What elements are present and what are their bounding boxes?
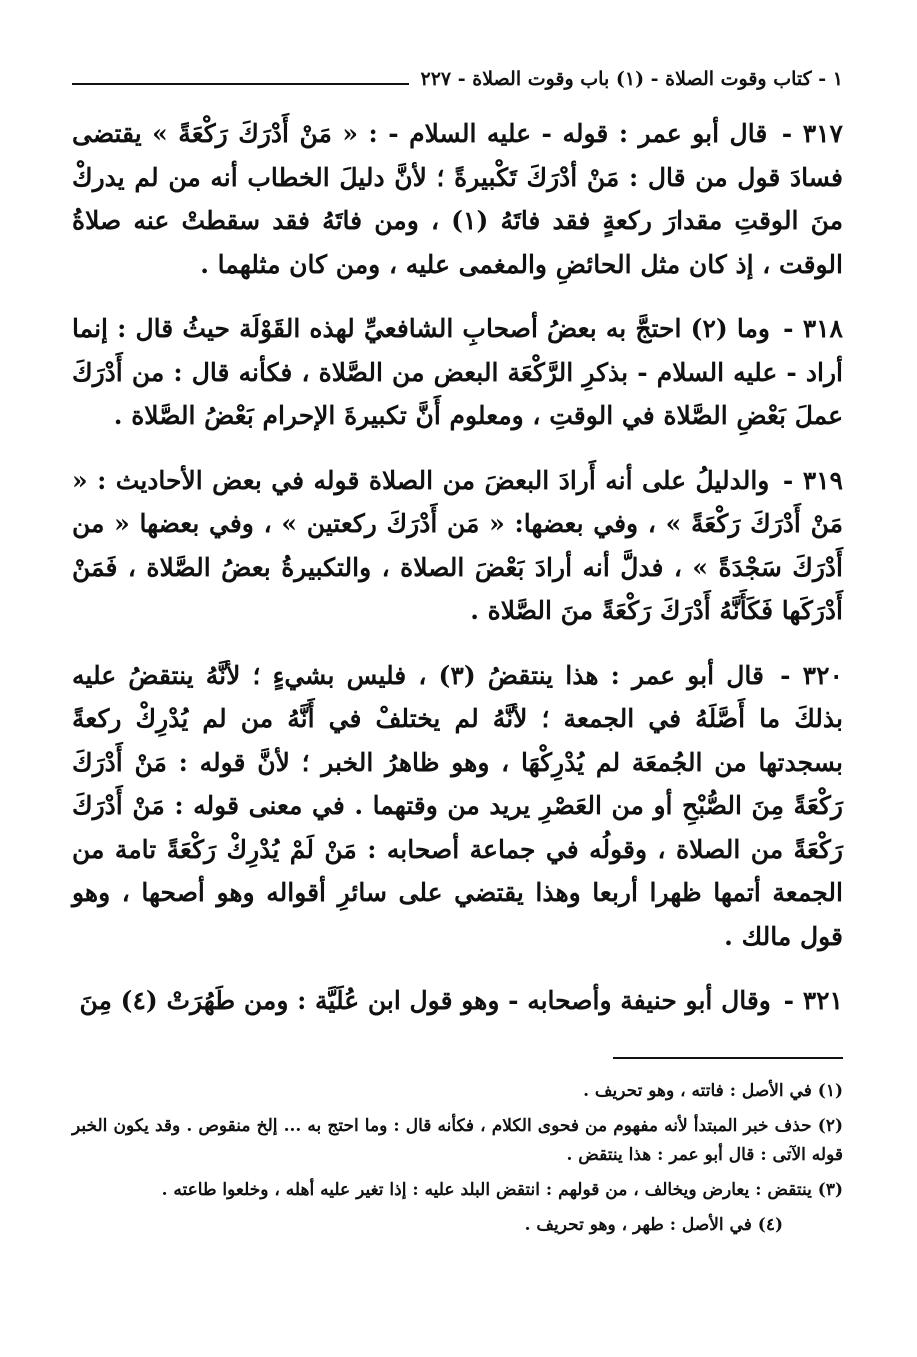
footnote-2: (٢) حذف خبر المبتدأ لأنه مفهوم من فحوى الكلام ، فكأنه قال : وما احتج به ... إلخ منقوص . وقد يكون الخبر قوله الآتى : قال أبو عمر : هذا ينتقض .: [72, 1115, 843, 1165]
footnote-1: (١) في الأصل : فاتته ، وهو تحريف .: [583, 1080, 843, 1101]
paragraph-number: ٣١٩ -: [782, 465, 843, 495]
header-rule: [72, 83, 409, 85]
paragraph-number: ٣٢٠ -: [780, 660, 843, 690]
paragraph-318: [72, 307, 843, 438]
footnote-3: (٣) ينتقض : يعارض ويخالف ، من قولهم : انتقض البلد عليه : إذا تغير عليه أهله ، وخلعوا طاعته .: [161, 1179, 843, 1200]
paragraph-text: قال أبو عمر : هذا ينتقضُ (٣) ، فليس بشيءٍ ؛ لأنَّهُ ينتقضُ عليه بذلكَ ما أَصَّلَهُ في الجمعة ؛ لأنَّهُ لم يختلفْ في أَنَّهُ من لم يُدْرِكْ ركعةً بسجدتها من الجُمعَة لم يُدْرِكْهَا ، وهو ظاهرُ الخبر ؛ لأنَّ قوله : مَنْ أَدْرَكَ رَكْعَةً مِنَ الصُّبْحِ أو من العَصْرِ يريد من وقتهما . في معنى قوله : مَنْ أَدْرَكَ رَكْعَةً من الصلاة ، وقولُه في جماعة أصحابه : مَنْ لَمْ يُدْرِكْ رَكْعَةً تامة من الجمعة أتمها ظهرا أربعا وهذا يقتضي على سائرِ أقواله وهو أصحها ، وهو قول مالك .: [72, 660, 843, 951]
paragraph-text: وما (٢) احتجَّ به بعضُ أصحابِ الشافعيِّ لهذه القَوْلَة حيثُ قال : إنما أراد - عليه السلام - بذكرِ الرَّكْعَة البعض من الصَّلاة ، فكأنه قال : من أَدْرَكَ عملَ بَعْضِ الصَّلاة في الوقتِ ، ومعلوم أَنَّ تكبيرةَ الإحرام بَعْضُ الصَّلاة .: [72, 314, 843, 430]
footnote-4-row: [72, 1211, 843, 1240]
paragraph-319: [72, 459, 843, 633]
paragraph-320: [72, 654, 843, 959]
footnotes: [72, 1077, 843, 1240]
header-text: ١ - كتاب وقوت الصلاة - (١) باب وقوت الصلاة - ٢٢٧: [420, 68, 843, 90]
paragraph-text: وقال أبو حنيفة وأصحابه - وهو قول ابن عُلَيَّة : ومن طَهُرَتْ (٤) مِنَ: [79, 986, 771, 1015]
paragraph-321: [72, 979, 843, 1023]
footnote-4: (٤) في الأصل : طهر ، وهو تحريف .: [524, 1214, 783, 1235]
paragraph-text: والدليلُ على أنه أَرادَ البعضَ من الصلاة قوله في بعض الأحاديث : « مَنْ أَدْرَكَ رَكْعَةً » ، وفي بعضها: « مَن أَدْرَكَ ركعتين » ، وفي بعضها « من أَدْرَكَ سَجْدَةً » ، فدلَّ أنه أرادَ بَعْضَ الصلاة ، والتكبيرةُ بعضُ الصَّلاة ، فَمَنْ أَدْرَكَها فَكَأَنَّهُ أَدْرَكَ رَكْعَةً منَ الصَّلاة .: [72, 465, 843, 625]
paragraph-number: ٣١٨ -: [783, 314, 843, 343]
paragraph-number: ٣١٧ -: [781, 119, 843, 148]
paragraph-317: [72, 112, 843, 286]
paragraph-text: قال أبو عمر : قوله - عليه السلام - : « مَنْ أَدْرَكَ رَكْعَةً » يقتضى فسادَ قول من قال : مَنْ أدْرَكَ تَكْبيرةً ؛ لأنَّ دليلَ الخطاب أنه من لم يدركْ منَ الوقتِ مقدارَ ركعةٍ فقد فاتَهُ (١) ، ومن فاتَهُ فقد سقطتْ عنه صلاةُ الوقت ، إذ كان مثل الحائضِ والمغمى عليه ، ومن كان مثلهما .: [72, 119, 843, 279]
main-text: [72, 112, 843, 1023]
paragraph-number: ٣٢١ -: [783, 986, 843, 1015]
running-header: [72, 62, 843, 96]
footnote-rule: [613, 1057, 843, 1059]
